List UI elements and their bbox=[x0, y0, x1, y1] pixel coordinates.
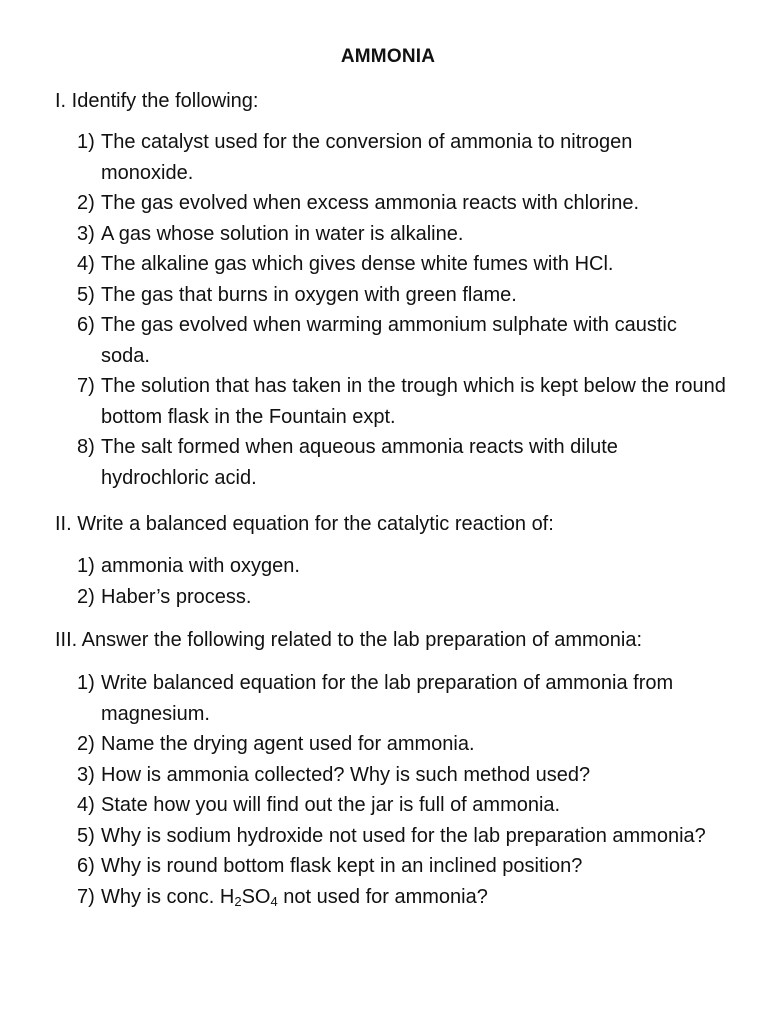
item-text: The gas evolved when excess ammonia reacts with chlorine. bbox=[101, 192, 640, 214]
item-number: 1) bbox=[77, 131, 95, 153]
list-item bbox=[0, 668, 768, 729]
item-text-part: SO bbox=[241, 885, 271, 908]
item-number: 4) bbox=[77, 794, 95, 816]
list-item bbox=[0, 280, 768, 311]
list-item bbox=[0, 249, 768, 280]
item-number: 7) bbox=[77, 885, 95, 908]
item-number: 4) bbox=[77, 253, 95, 275]
item-text: Haber’s process. bbox=[101, 585, 252, 608]
item-number: 6) bbox=[77, 855, 95, 877]
list-item bbox=[0, 371, 768, 432]
item-text-part: not used for ammonia? bbox=[277, 885, 488, 908]
list-item bbox=[0, 432, 768, 493]
item-number: 6) bbox=[77, 314, 95, 336]
section-1-heading: I. Identify the following: bbox=[55, 90, 259, 112]
section-1-list bbox=[0, 127, 768, 493]
item-number: 7) bbox=[77, 375, 95, 397]
list-item bbox=[0, 551, 768, 582]
item-text-part: Why is conc. H bbox=[101, 885, 235, 908]
item-number: 1) bbox=[77, 672, 95, 694]
item-text: The alkaline gas which gives dense white fumes with HCl. bbox=[101, 253, 614, 275]
list-item bbox=[0, 729, 768, 760]
item-number: 5) bbox=[77, 824, 95, 847]
item-number: 2) bbox=[77, 192, 95, 214]
item-number: 3) bbox=[77, 763, 95, 786]
item-number: 3) bbox=[77, 222, 95, 245]
item-text: ammonia with oxygen. bbox=[101, 555, 300, 577]
list-item bbox=[0, 127, 768, 188]
list-item bbox=[0, 219, 768, 250]
subscript: 2 bbox=[234, 893, 242, 909]
subscript: 4 bbox=[270, 893, 278, 909]
list-item bbox=[0, 851, 768, 882]
item-text: A gas whose solution in water is alkaline. bbox=[101, 222, 464, 245]
list-item bbox=[0, 188, 768, 219]
page-title: AMMONIA bbox=[340, 46, 436, 67]
list-item bbox=[0, 790, 768, 821]
item-text: The gas evolved when warming ammonium sulphate with caustic soda. bbox=[101, 314, 677, 367]
item-text: How is ammonia collected? Why is such method used? bbox=[101, 763, 591, 786]
item-text: Why is round bottom flask kept in an inclined position? bbox=[101, 855, 583, 877]
list-item bbox=[0, 760, 768, 791]
item-number: 1) bbox=[77, 555, 95, 577]
item-text: State how you will find out the jar is full of ammonia. bbox=[101, 794, 561, 816]
item-text: Write balanced equation for the lab preparation of ammonia from magnesium. bbox=[101, 672, 674, 725]
item-text: The solution that has taken in the trough which is kept below the round bottom flask in the Fountain expt. bbox=[101, 375, 726, 428]
list-item bbox=[0, 582, 768, 613]
section-3-heading: III. Answer the following related to the lab preparation of ammonia: bbox=[55, 629, 643, 651]
section-3-list bbox=[0, 668, 768, 912]
item-text: The catalyst used for the conversion of ammonia to nitrogen monoxide. bbox=[101, 131, 633, 184]
item-number: 8) bbox=[77, 436, 95, 458]
item-text: Name the drying agent used for ammonia. bbox=[101, 733, 475, 755]
item-number: 2) bbox=[77, 585, 95, 608]
section-2-heading: II. Write a balanced equation for the catalytic reaction of: bbox=[55, 513, 554, 535]
item-number: 2) bbox=[77, 733, 95, 755]
item-text: The gas that burns in oxygen with green flame. bbox=[101, 283, 517, 306]
list-item bbox=[0, 882, 768, 913]
section-2-list bbox=[0, 551, 768, 612]
item-text: Why is sodium hydroxide not used for the lab preparation ammonia? bbox=[101, 824, 706, 847]
list-item bbox=[0, 821, 768, 852]
item-number: 5) bbox=[77, 283, 95, 306]
item-text: The salt formed when aqueous ammonia reacts with dilute hydrochloric acid. bbox=[101, 436, 618, 489]
list-item bbox=[0, 310, 768, 371]
